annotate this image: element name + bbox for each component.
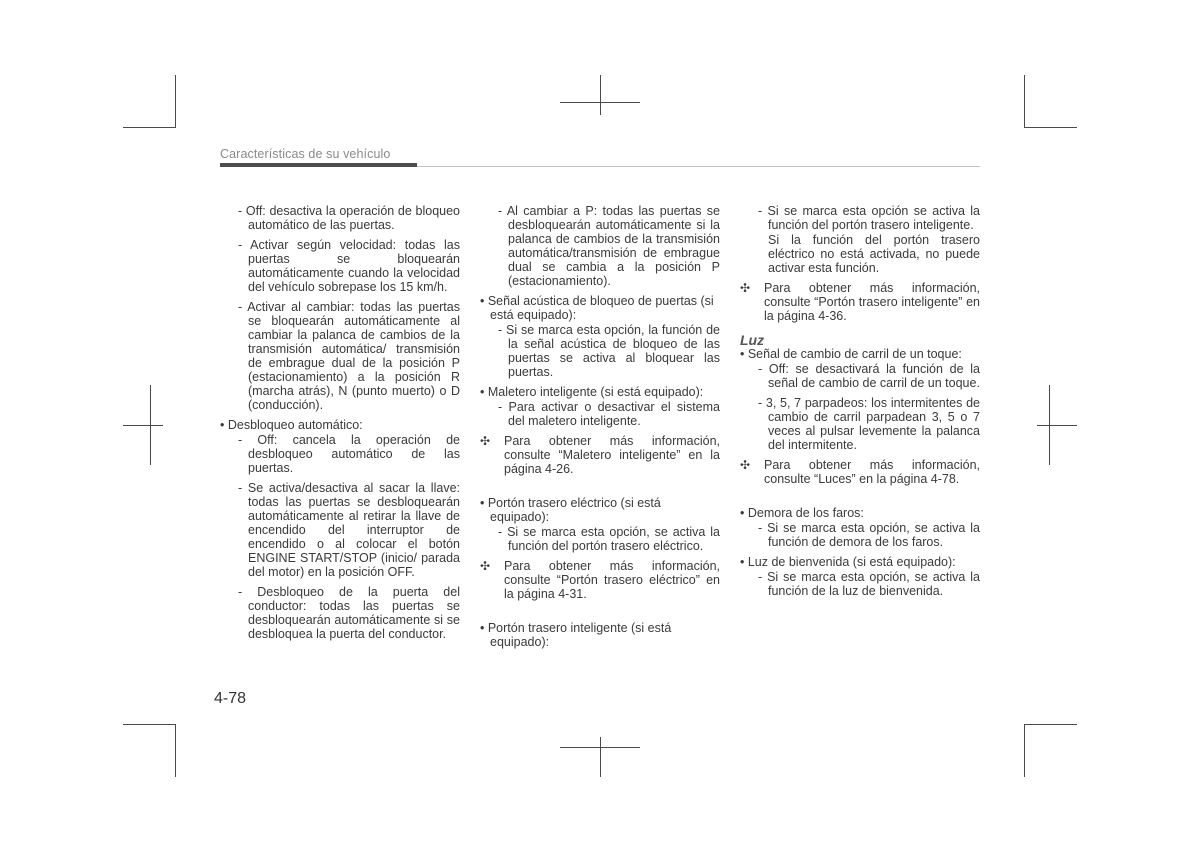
note-power-tailgate [480, 559, 720, 601]
option-smart-tailgate-note: Si la función del portón trasero eléctrico no está activada, no puede activar esta función. [768, 233, 980, 275]
option-beep: - Si se marca esta opción, la función de la señal acústica de bloqueo de las puertas se activa al bloquear las puertas. [498, 323, 720, 379]
column-3 [740, 204, 980, 604]
note-symbol-icon: ✣ [480, 434, 491, 448]
crop-mark [123, 724, 176, 725]
crop-mark [175, 724, 176, 777]
registration-mark [600, 75, 601, 115]
page-number: 4-78 [214, 690, 247, 707]
note-symbol-icon: ✣ [740, 281, 751, 295]
option-smart-trunk: - Para activar o desactivar el sistema del maletero inteligente. [498, 400, 720, 428]
note-smart-tailgate [740, 281, 980, 323]
bullet-auto-unlock: • Desbloqueo automático: [220, 418, 363, 432]
note-lights [740, 458, 980, 486]
section-title: Características de su vehículo [220, 147, 391, 161]
note-text: Para obtener más información, consulte “Portón trasero inteligente” en la página 4-36. [764, 281, 980, 323]
crop-mark [175, 75, 176, 128]
registration-mark [560, 102, 640, 103]
crop-mark [1024, 127, 1077, 128]
registration-mark [123, 425, 163, 426]
bullet-smart-trunk: • Maletero inteligente (si está equipado): [480, 385, 704, 399]
option-power-tailgate: - Si se marca esta opción, se activa la función del portón trasero eléctrico. [498, 525, 720, 553]
note-smart-trunk [480, 434, 720, 476]
crop-mark [123, 127, 176, 128]
bullet-power-tailgate: • Portón trasero eléctrico (si está equipado): [480, 496, 661, 524]
bullet-smart-tailgate: • Portón trasero inteligente (si está equipado): [480, 621, 672, 649]
option-shift: - Activar al cambiar: todas las puertas se bloquearán automáticamente al cambiar la palanca de cambios de la transmisión automática/ transmisión de embrague dual de la posición P (estacionamiento) a la posición R (marcha atrás), N (punto muerto) o D (conducción). [238, 300, 460, 412]
option-speed: - Activar según velocidad: todas las puertas se bloquearán automáticamente cuando la velocidad del vehículo sobrepase los 15 km/h. [238, 238, 460, 294]
registration-mark [560, 747, 640, 748]
note-text: Para obtener más información, consulte “Luces” en la página 4-78. [764, 458, 980, 486]
option-headlight-delay: - Si se marca esta opción, se activa la función de demora de los faros. [758, 521, 980, 549]
registration-mark [600, 737, 601, 777]
column-2 [480, 204, 720, 650]
bullet-lane-change: • Señal de cambio de carril de un toque: [740, 347, 962, 361]
option-welcome-light: - Si se marca esta opción, se activa la función de la luz de bienvenida. [758, 570, 980, 598]
note-symbol-icon: ✣ [480, 559, 491, 573]
note-symbol-icon: ✣ [740, 458, 751, 472]
option-driver-door: - Desbloqueo de la puerta del conductor: todas las puertas se desbloquearán automáticamente si se desbloquea la puerta del conductor. [238, 585, 460, 641]
option-unlock-off: - Off: cancela la operación de desbloqueo automático de las puertas. [238, 433, 460, 475]
note-text: Para obtener más información, consulte “Maletero inteligente” en la página 4-26. [504, 434, 720, 476]
bullet-welcome-light: • Luz de bienvenida (si está equipado): [740, 555, 956, 569]
option-off: - Off: desactiva la operación de bloqueo automático de las puertas. [238, 204, 460, 232]
registration-mark [1037, 425, 1077, 426]
note-text: Para obtener más información, consulte “Portón trasero eléctrico” en la página 4-31. [504, 559, 720, 601]
option-smart-tailgate: - Si se marca esta opción se activa la función del portón trasero inteligente. [758, 204, 980, 232]
crop-mark [1024, 724, 1077, 725]
option-lane-flashes: - 3, 5, 7 parpadeos: los intermitentes de cambio de carril parpadean 3, 5 o 7 veces al pulsar levemente la palanca del intermitente. [758, 396, 980, 452]
option-key-out: - Se activa/desactiva al sacar la llave: todas las puertas se desbloquearán automáticamente al retirar la llave de encendido del interruptor de encendido o al colocar el botón ENGINE START/STOP (inicio/ parada del motor) en la posición OFF. [238, 481, 460, 579]
option-lane-off: - Off: se desactivará la función de la señal de cambio de carril de un toque. [758, 362, 980, 390]
header-rule [417, 166, 980, 167]
option-shift-p: - Al cambiar a P: todas las puertas se desbloquearán automáticamente si la palanca de cambios de la transmisión automática/transmisión de embrague dual se cambia a la posición P (estacionamiento). [498, 204, 720, 288]
bullet-lock-beep: • Señal acústica de bloqueo de puertas (si está equipado): [480, 294, 714, 322]
header-bar [220, 163, 417, 167]
crop-mark [1024, 724, 1025, 777]
heading-luz: Luz [740, 332, 765, 348]
column-1 [220, 204, 460, 647]
crop-mark [1024, 75, 1025, 128]
bullet-headlight-delay: • Demora de los faros: [740, 506, 864, 520]
